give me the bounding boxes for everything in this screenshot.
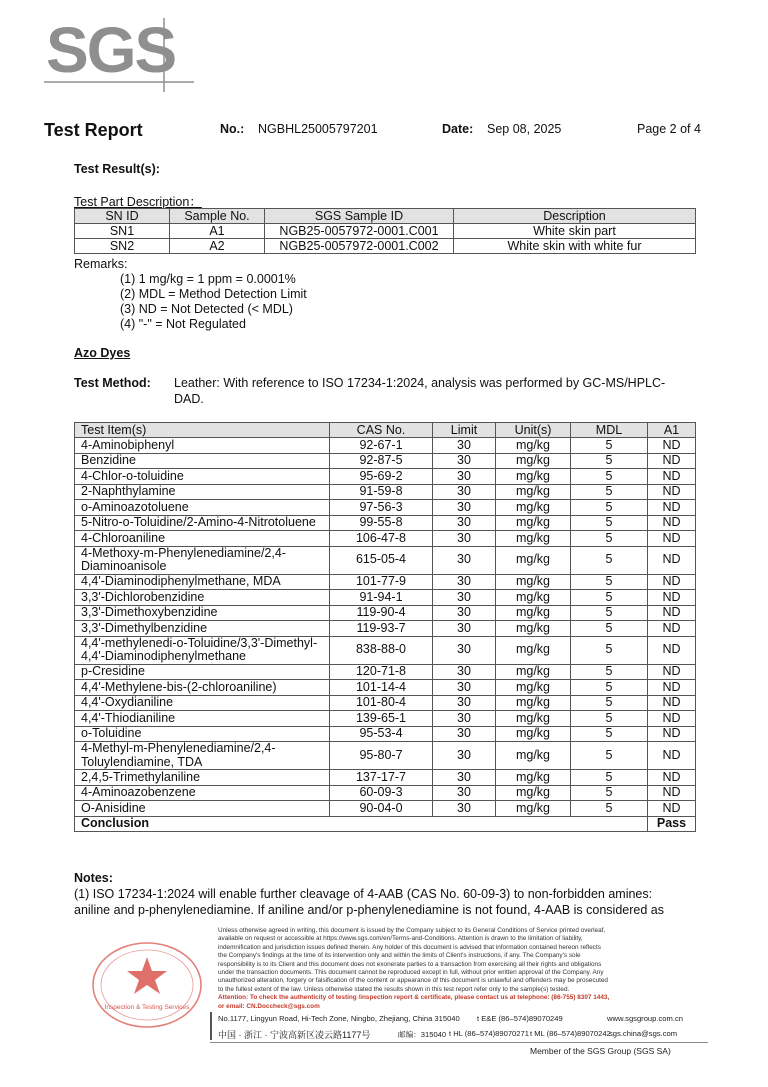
table-cell: ND (648, 742, 696, 770)
table-cell: ND (648, 621, 696, 637)
table-cell: mg/kg (496, 531, 571, 547)
website: www.sgsgroup.com.cn (607, 1014, 683, 1023)
table-cell: 92-67-1 (330, 438, 433, 454)
sgs-logo (44, 14, 194, 92)
table-cell: o-Toluidine (75, 726, 330, 742)
report-no-label: No.: (220, 122, 245, 136)
table-row (75, 531, 696, 547)
table-cell: 91-59-8 (330, 484, 433, 500)
table-cell: ND (648, 590, 696, 606)
table-cell: 30 (433, 801, 496, 817)
table-cell: 5 (571, 801, 648, 817)
table-cell: 4-Aminobiphenyl (75, 438, 330, 454)
table-row (75, 636, 696, 664)
remark-item: (4) "-" = Not Regulated (120, 317, 246, 331)
table-row (75, 484, 696, 500)
part-description-table (74, 208, 696, 254)
table-cell: mg/kg (496, 711, 571, 727)
table-cell: O-Anisidine (75, 801, 330, 817)
remarks-label: Remarks: (74, 257, 128, 271)
table-row (75, 770, 696, 786)
table-cell: 5 (571, 711, 648, 727)
col-header: MDL (571, 423, 648, 438)
address-cn: 中国 · 浙江 · 宁波高新区凌云路1177号 (218, 1030, 371, 1040)
table-cell: 30 (433, 742, 496, 770)
table-cell: 101-80-4 (330, 695, 433, 711)
table-cell: SN2 (75, 239, 170, 254)
table-cell: ND (648, 574, 696, 590)
table-cell: ND (648, 680, 696, 696)
col-header: Test Item(s) (75, 423, 330, 438)
table-cell: 95-69-2 (330, 469, 433, 485)
table-cell: mg/kg (496, 500, 571, 516)
table-row (75, 500, 696, 516)
table-cell: mg/kg (496, 605, 571, 621)
date-label: Date: (442, 122, 474, 136)
table-cell: ND (648, 484, 696, 500)
table-cell: 30 (433, 770, 496, 786)
phone-ee: t E&E (86–574)89070249 (477, 1014, 563, 1023)
table-cell: 3,3'-Dimethoxybenzidine (75, 605, 330, 621)
table-cell: 838-88-0 (330, 636, 433, 664)
table-row (75, 239, 696, 254)
table-row (75, 453, 696, 469)
page-title: Test Report (44, 120, 143, 140)
footer-rule (210, 1042, 708, 1043)
table-row (75, 711, 696, 727)
table-row (75, 801, 696, 817)
table-cell: 97-56-3 (330, 500, 433, 516)
table-row (75, 785, 696, 801)
disclaimer-line: unauthorized alteration, forgery or falsification of the content or appearance of this document is unlawful and offenders may be prosecuted (218, 977, 608, 985)
table-cell: 119-90-4 (330, 605, 433, 621)
table-cell: mg/kg (496, 621, 571, 637)
table-cell: 4-Methyl-m-Phenylenediamine/2,4-Toluylendiamine, TDA (75, 742, 330, 770)
table-row (75, 224, 696, 239)
table-row (75, 621, 696, 637)
disclaimer-line: under the transaction documents. This document cannot be reproduced except in full, without prior written approval of the Company. Any (218, 969, 604, 977)
table-cell: Benzidine (75, 453, 330, 469)
table-cell: 5 (571, 664, 648, 680)
table-cell: 4,4'-methylenedi-o-Toluidine/3,3'-Dimethyl-4,4'-Diaminodiphenylmethane (75, 636, 330, 664)
notes-text (74, 886, 714, 918)
table-cell: NGB25-0057972-0001.C002 (265, 239, 454, 254)
disclaimer-line: Unless otherwise agreed in writing, this document is issued by the Company subject to its General Conditions of Service printed overleaf, (218, 927, 606, 934)
table-cell: 4,4'-Oxydianiline (75, 695, 330, 711)
disclaimer-line: responsibility is to its Client and this document does not exonerate parties to a transaction from exercising all their rights and obligations (218, 960, 602, 968)
footer-divider (210, 1012, 212, 1040)
table-cell: mg/kg (496, 590, 571, 606)
conclusion-value: Pass (648, 816, 696, 832)
table-cell: ND (648, 770, 696, 786)
table-cell: mg/kg (496, 680, 571, 696)
table-cell: 5 (571, 742, 648, 770)
table-cell: mg/kg (496, 742, 571, 770)
table-cell: White skin part (454, 224, 696, 239)
table-row (75, 469, 696, 485)
table-cell: 95-53-4 (330, 726, 433, 742)
table-cell: 30 (433, 453, 496, 469)
table-cell: 3,3'-Dimethylbenzidine (75, 621, 330, 637)
email: sgs.china@sgs.com (609, 1029, 678, 1038)
table-cell: 30 (433, 469, 496, 485)
stamp-text: Inspection & Testing Services (104, 1004, 190, 1011)
table-cell: 30 (433, 726, 496, 742)
remark-item: (1) 1 mg/kg = 1 ppm = 0.0001% (120, 272, 296, 286)
table-cell: ND (648, 695, 696, 711)
table-cell: 30 (433, 664, 496, 680)
table-cell: o-Aminoazotoluene (75, 500, 330, 516)
remark-item: (2) MDL = Method Detection Limit (120, 287, 307, 301)
col-header: SN ID (75, 209, 170, 224)
table-row (75, 680, 696, 696)
report-no-value: NGBHL25005797201 (258, 122, 378, 136)
table-cell: ND (648, 636, 696, 664)
table-cell: 30 (433, 636, 496, 664)
table-cell: 5 (571, 453, 648, 469)
table-cell: 92-87-5 (330, 453, 433, 469)
table-cell: mg/kg (496, 785, 571, 801)
phone-ml: t ML (86–574)89070242 (530, 1029, 611, 1038)
table-cell: ND (648, 801, 696, 817)
results-heading: Test Result(s): (74, 162, 160, 176)
table-cell: 5 (571, 515, 648, 531)
table-cell: 119-93-7 (330, 621, 433, 637)
table-cell: ND (648, 546, 696, 574)
table-cell: ND (648, 726, 696, 742)
postcode-cn: 邮编：315040 (398, 1030, 447, 1039)
table-cell: A1 (170, 224, 265, 239)
table-cell: 5 (571, 621, 648, 637)
table-cell: ND (648, 711, 696, 727)
table-cell: ND (648, 469, 696, 485)
table-cell: 30 (433, 484, 496, 500)
table-cell: 139-65-1 (330, 711, 433, 727)
part-desc-header-row (75, 209, 696, 224)
table-cell: ND (648, 664, 696, 680)
table-cell: mg/kg (496, 453, 571, 469)
table-cell: 4-Chloroaniline (75, 531, 330, 547)
disclaimer (218, 927, 688, 1011)
col-header: Sample No. (170, 209, 265, 224)
table-cell: 2-Naphthylamine (75, 484, 330, 500)
table-cell: 30 (433, 438, 496, 454)
attention-line: or email: CN.Doccheck@sgs.com (218, 1002, 320, 1010)
table-cell: 4-Aminoazobenzene (75, 785, 330, 801)
table-cell: 5 (571, 574, 648, 590)
table-cell: 5 (571, 438, 648, 454)
member-line: Member of the SGS Group (SGS SA) (530, 1046, 671, 1056)
table-cell: 5 (571, 484, 648, 500)
col-header: Description (454, 209, 696, 224)
table-cell: ND (648, 515, 696, 531)
table-cell: 120-71-8 (330, 664, 433, 680)
col-header: CAS No. (330, 423, 433, 438)
table-cell: 30 (433, 500, 496, 516)
stamp-star-icon (127, 957, 167, 994)
table-cell: 5 (571, 695, 648, 711)
table-row (75, 695, 696, 711)
table-cell: 5 (571, 636, 648, 664)
table-cell: mg/kg (496, 770, 571, 786)
table-cell: 30 (433, 785, 496, 801)
table-cell: 106-47-8 (330, 531, 433, 547)
disclaimer-line: indemnification and jurisdiction issues defined therein. Any holder of this document is advised that information contained hereon reflects (218, 943, 601, 951)
table-row (75, 664, 696, 680)
table-cell: mg/kg (496, 801, 571, 817)
table-row (75, 726, 696, 742)
table-cell: A2 (170, 239, 265, 254)
table-cell: 5 (571, 546, 648, 574)
remark-item: (3) ND = Not Detected (< MDL) (120, 302, 293, 316)
table-cell: mg/kg (496, 515, 571, 531)
table-cell: NGB25-0057972-0001.C001 (265, 224, 454, 239)
table-cell: 95-80-7 (330, 742, 433, 770)
table-cell: 4,4'-Diaminodiphenylmethane, MDA (75, 574, 330, 590)
part-desc-label: Test Part Description： (74, 195, 202, 209)
table-cell: SN1 (75, 224, 170, 239)
table-cell: 137-17-7 (330, 770, 433, 786)
table-row (75, 574, 696, 590)
table-cell: 30 (433, 515, 496, 531)
table-row (75, 515, 696, 531)
test-method-text: Leather: With reference to ISO 17234-1:2024, analysis was performed by GC-MS/HPLC-DAD. (174, 376, 666, 406)
notes-label: Notes: (74, 871, 113, 885)
table-cell: 5 (571, 785, 648, 801)
table-cell: 5 (571, 680, 648, 696)
table-cell: ND (648, 531, 696, 547)
remarks-list (120, 272, 307, 332)
table-cell: 4-Methoxy-m-Phenylenediamine/2,4-Diaminoanisole (75, 546, 330, 574)
table-cell: 91-94-1 (330, 590, 433, 606)
table-cell: 4,4'-Methylene-bis-(2-chloroaniline) (75, 680, 330, 696)
table-cell: 3,3'-Dichlorobenzidine (75, 590, 330, 606)
table-row (75, 438, 696, 454)
table-cell: 30 (433, 695, 496, 711)
table-cell: 30 (433, 711, 496, 727)
results-body (75, 438, 696, 832)
address-en: No.1177, Lingyun Road, Hi-Tech Zone, Ningbo, Zhejiang, China 315040 (218, 1014, 460, 1023)
sgs-logo-text: SGS (46, 14, 176, 86)
table-cell: 90-04-0 (330, 801, 433, 817)
attention-line: Attention: To check the authenticity of testing /inspection report & certificate, please contact us at telephone: (86-755) 8307 1443, (218, 994, 610, 1002)
table-cell: ND (648, 785, 696, 801)
table-cell: mg/kg (496, 546, 571, 574)
table-cell: ND (648, 605, 696, 621)
conclusion-label: Conclusion (75, 816, 648, 832)
table-cell: mg/kg (496, 574, 571, 590)
col-header: SGS Sample ID (265, 209, 454, 224)
table-cell: 5 (571, 605, 648, 621)
table-cell: 30 (433, 574, 496, 590)
table-cell: mg/kg (496, 484, 571, 500)
table-cell: 30 (433, 531, 496, 547)
col-header: A1 (648, 423, 696, 438)
col-header: Limit (433, 423, 496, 438)
date-value: Sep 08, 2025 (487, 122, 562, 136)
table-cell: 5 (571, 770, 648, 786)
table-cell: 60-09-3 (330, 785, 433, 801)
table-cell: 5 (571, 726, 648, 742)
table-cell: mg/kg (496, 636, 571, 664)
table-row (75, 590, 696, 606)
results-header-row (75, 423, 696, 438)
table-row (75, 546, 696, 574)
table-cell: White skin with white fur (454, 239, 696, 254)
table-cell: 30 (433, 621, 496, 637)
table-cell: 615-05-4 (330, 546, 433, 574)
table-cell: 4-Chlor-o-toluidine (75, 469, 330, 485)
page-number: Page 2 of 4 (637, 122, 701, 136)
table-cell: ND (648, 453, 696, 469)
table-cell: 99-55-8 (330, 515, 433, 531)
table-row (75, 605, 696, 621)
table-cell: 101-14-4 (330, 680, 433, 696)
table-cell: 2,4,5-Trimethylaniline (75, 770, 330, 786)
col-header: Unit(s) (496, 423, 571, 438)
table-row (75, 742, 696, 770)
table-cell: ND (648, 438, 696, 454)
test-method-label: Test Method: (74, 376, 151, 390)
table-cell: 30 (433, 546, 496, 574)
table-cell: 5 (571, 531, 648, 547)
section-title: Azo Dyes (74, 346, 131, 360)
table-cell: ND (648, 500, 696, 516)
table-cell: mg/kg (496, 664, 571, 680)
table-cell: 5 (571, 590, 648, 606)
table-cell: 101-77-9 (330, 574, 433, 590)
disclaimer-line: the Company's findings at the time of its intervention only and within the limits of Client's instructions, if any. The Company's sole (218, 952, 581, 960)
note-line: aniline and p-phenylenediamine. If aniline and/or p-phenylenediamine is not found, 4-AAB is considered as (74, 903, 664, 917)
note-line: (1) ISO 17234-1:2024 will enable further cleavage of 4-AAB (CAS No. 60-09-3) to non-forbidden amines: (74, 887, 653, 901)
table-cell: p-Cresidine (75, 664, 330, 680)
conclusion-row (75, 816, 696, 832)
table-cell: mg/kg (496, 726, 571, 742)
disclaimer-line: to the fullest extent of the law. Unless otherwise stated the results shown in this test report refer only to the sample(s) tested. (218, 985, 570, 993)
phone-hl: t HL (86–574)89070271 (449, 1029, 529, 1038)
table-cell: mg/kg (496, 438, 571, 454)
table-cell: 5 (571, 469, 648, 485)
table-cell: 5-Nitro-o-Toluidine/2-Amino-4-Nitrotoluene (75, 515, 330, 531)
table-cell: 30 (433, 590, 496, 606)
disclaimer-line: available on request or accessible at https://www.sgs.com/en/Terms-and-Conditions. Attention is drawn to the limitation of liability, (218, 935, 583, 943)
azo-dyes-results-table (74, 422, 696, 832)
table-cell: 5 (571, 500, 648, 516)
table-cell: 30 (433, 680, 496, 696)
table-cell: 4,4'-Thiodianiline (75, 711, 330, 727)
table-cell: 30 (433, 605, 496, 621)
table-cell: mg/kg (496, 695, 571, 711)
table-cell: mg/kg (496, 469, 571, 485)
